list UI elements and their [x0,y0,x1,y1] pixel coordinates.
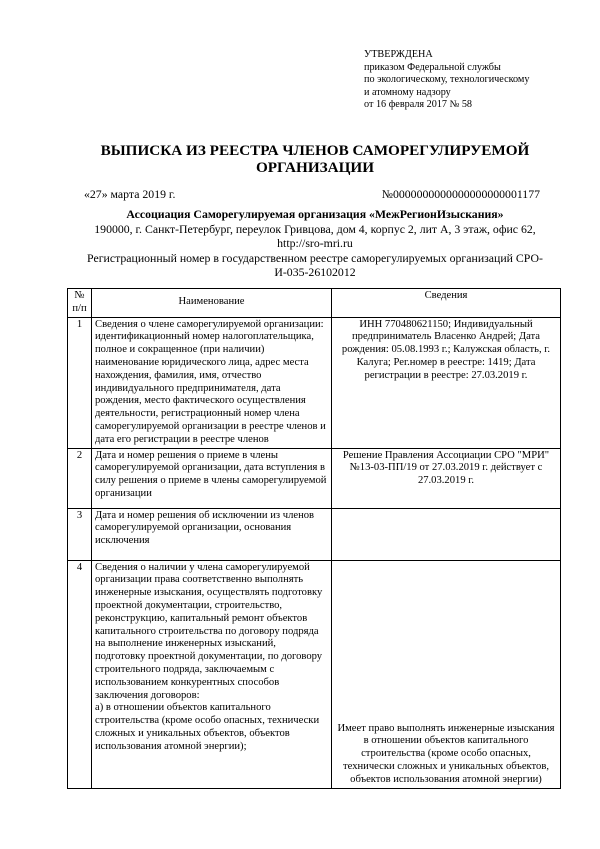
row-num: 2 [68,448,92,508]
table-row [68,317,561,448]
document-number: №0000000000000000000001177 [381,187,540,201]
table-row [68,448,561,508]
organization-registration: Регистрационный номер в государственном реестре саморегулируемых организаций СРО-И-035-26102012 [87,250,543,280]
row-num: 4 [68,560,92,788]
row-name: Сведения о наличии у члена саморегулируемой организации права соответственно выполнять инженерные изыскания, осуществлять подготовку проектной документации, строительство, реконструкцию, капитальный ремонт объектов капитального строительства по договору подряда на выполнение инженерных изысканий, подготовку проектной документации, по договору строительного подряда, заключаемым с использованием конкурентных способов заключения договоров: а) в отношении объектов капитального строительства (кроме особо опасных, технически сложных и уникальных объектов, объектов использования атомной энергии); [92,560,332,788]
row-name: Дата и номер решения о приеме в члены саморегулируемой организации, дата вступления в силу решения о приеме в члены саморегулируемой организации [92,448,332,508]
approval-stamp [364,49,584,112]
row-name: Дата и номер решения об исключении из членов саморегулируемой организации, основания исключения [92,508,332,560]
organization-address: 190000, г. Санкт-Петербург, переулок Гривцова, дом 4, корпус 2, лит А, 3 этаж, офис 62, http://sro-mri.ru [94,221,536,251]
document-date: «27» марта 2019 г. [84,187,176,201]
approval-line: по экологическому, технологическому [364,74,530,86]
table-header-row [68,289,561,318]
table-row [68,560,561,788]
organization-block [76,207,554,280]
row-info: Решение Правления Ассоциации СРО "МРИ" №13-03-ПП/19 от 27.03.2019 г. действует с 27.03.2019 г. [332,448,561,508]
row-info: ИНН 770480621150; Индивидуальный предприниматель Власенко Андрей; Дата рождения: 05.08.1993 г.; Калужская область, г. Калуга; Рег.номер в реестре: 1419; Дата регистрации в реестре: 27.03.2019 г. [332,317,561,448]
document-title: ВЫПИСКА ИЗ РЕЕСТРА ЧЛЕНОВ САМОРЕГУЛИРУЕМОЙ ОРГАНИЗАЦИИ [100,142,530,176]
row-num: 3 [68,508,92,560]
row-info [332,508,561,560]
row-name: Сведения о члене саморегулируемой организации: идентификационный номер налогоплательщика, полное и сокращенное (при наличии) наименование юридического лица, адрес места нахождения, фамилия, имя, отчество индивидуального предпринимателя, дата рождения, место фактического осуществления деятельности, регистрационный номер члена саморегулируемой организации в реестре членов и дата его регистрации в реестре членов [92,317,332,448]
header-name: Наименование [92,289,332,318]
approval-line: от 16 февраля 2017 № 58 [364,99,473,111]
approval-line: приказом Федеральной службы [364,61,501,73]
header-num: № п/п [68,289,92,318]
row-num: 1 [68,317,92,448]
approval-line: и атомному надзору [364,86,451,98]
approval-line: УТВЕРЖДЕНА [364,49,433,60]
table-row [68,508,561,560]
header-info: Сведения [332,289,561,318]
row-info: Имеет право выполнять инженерные изыскания в отношении объектов капитального строительства (кроме особо опасных, технически сложных и уникальных объектов, объектов использования атомной энергии) [332,560,561,788]
registry-table [67,288,561,789]
organization-name: Ассоциация Саморегулируемая организация «МежРегионИзыскания» [126,207,504,221]
